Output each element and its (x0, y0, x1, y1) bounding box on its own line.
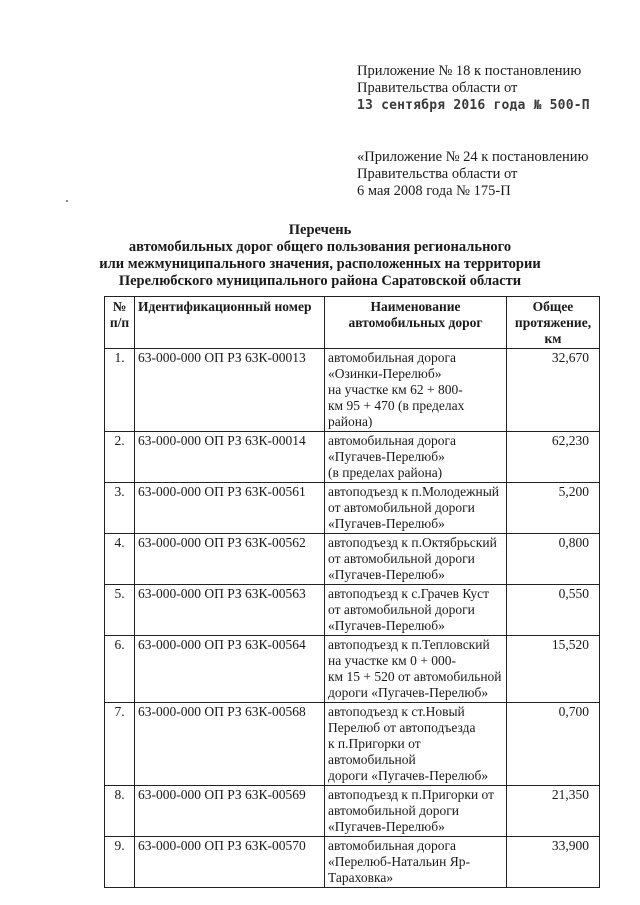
table-row (105, 703, 600, 786)
table-row (105, 483, 600, 534)
table-row (105, 349, 600, 432)
row-road-name (325, 585, 507, 636)
appendix-24-header (357, 149, 588, 200)
header-id: Идентификационный номер (135, 297, 325, 349)
row-road-name (325, 636, 507, 703)
road-name-line: на участке км 0 + 000- (328, 653, 456, 668)
roads-table (104, 296, 600, 888)
row-length: 0,550 (507, 585, 600, 636)
table-row (105, 585, 600, 636)
row-road-name (325, 703, 507, 786)
appendix-18-line1: Приложение № 18 к постановлению (357, 63, 582, 79)
table-row (105, 432, 600, 483)
table-header-row (105, 297, 600, 349)
row-road-name (325, 432, 507, 483)
row-length: 15,520 (507, 636, 600, 703)
row-road-name (325, 349, 507, 432)
road-name-line: от автомобильной дороги (328, 602, 475, 617)
appendix-24-line3: 6 мая 2008 года № 175-П (357, 183, 511, 199)
title-line4: Перелюбского муниципального района Саратовской области (118, 273, 522, 289)
road-name-line: автоподъезд к п.Тепловский (328, 637, 490, 652)
row-number: 3. (105, 483, 135, 534)
row-length: 0,800 (507, 534, 600, 585)
row-identifier: 63-000-000 ОП РЗ 63К-00014 (135, 432, 325, 483)
table-row (105, 636, 600, 703)
row-length: 62,230 (507, 432, 600, 483)
appendix-24-line2: Правительства области от (357, 166, 518, 182)
row-number: 6. (105, 636, 135, 703)
row-number: 4. (105, 534, 135, 585)
road-name-line: автомобильной дороги (328, 803, 459, 818)
row-number: 1. (105, 349, 135, 432)
road-name-line: «Пугачев-Перелюб» (328, 618, 445, 633)
road-name-line: к п.Пригорки от автомобильной (328, 736, 421, 767)
row-number: 2. (105, 432, 135, 483)
row-length: 33,900 (507, 837, 600, 888)
road-name-line: «Перелюб-Натальин Яр- (328, 854, 470, 869)
title-line2: автомобильных дорог общего пользования регионального (128, 239, 512, 255)
row-number: 9. (105, 837, 135, 888)
road-name-line: «Пугачев-Перелюб» (328, 567, 445, 582)
table-row (105, 837, 600, 888)
header-name: Наименование автомобильных дорог (325, 297, 507, 349)
road-name-line: Тараховка» (328, 870, 394, 885)
road-name-line: (в пределах района) (328, 465, 443, 480)
row-road-name (325, 837, 507, 888)
title-line1: Перечень (288, 222, 352, 238)
road-name-line: «Пугачев-Перелюб» (328, 819, 445, 834)
road-name-line: дороги «Пугачев-Перелюб» (328, 768, 489, 783)
road-name-line: автомобильная дорога (328, 433, 456, 448)
row-identifier: 63-000-000 ОП РЗ 63К-00561 (135, 483, 325, 534)
decree-date-stamp: 13 сентября 2016 года № 500-П (357, 98, 590, 113)
row-length: 5,200 (507, 483, 600, 534)
document-title (0, 222, 640, 290)
road-name-line: от автомобильной дороги (328, 500, 475, 515)
row-number: 5. (105, 585, 135, 636)
appendix-18-header (357, 63, 590, 114)
road-name-line: автоподъезд к п.Молодежный (328, 484, 500, 499)
road-name-line: автомобильная дорога (328, 350, 456, 365)
road-name-line: на участке км 62 + 800- (328, 382, 463, 397)
road-name-line: автоподъезд к с.Грачев Куст (328, 586, 490, 601)
road-name-line: дороги «Пугачев-Перелюб» (328, 685, 489, 700)
row-identifier: 63-000-000 ОП РЗ 63К-00562 (135, 534, 325, 585)
title-line3: или межмуниципального значения, расположенных на территории (99, 256, 541, 272)
row-identifier: 63-000-000 ОП РЗ 63К-00568 (135, 703, 325, 786)
header-num: № п/п (105, 297, 135, 349)
road-name-line: района) (328, 414, 373, 429)
row-road-name (325, 786, 507, 837)
scan-speck (66, 200, 68, 202)
road-name-line: «Озинки-Перелюб» (328, 366, 442, 381)
appendix-24-line1: «Приложение № 24 к постановлению (357, 149, 589, 165)
row-length: 0,700 (507, 703, 600, 786)
row-identifier: 63-000-000 ОП РЗ 63К-00569 (135, 786, 325, 837)
road-name-line: Перелюб от автоподъезда (328, 720, 476, 735)
road-name-line: км 15 + 520 от автомобильной (328, 669, 502, 684)
road-name-line: автоподъезд к ст.Новый (328, 704, 465, 719)
header-length: Общее протяжение, км (507, 297, 600, 349)
row-length: 32,670 (507, 349, 600, 432)
road-name-line: автомобильная дорога (328, 838, 456, 853)
road-name-line: автоподъезд к п.Пригорки от (328, 787, 495, 802)
table-row (105, 534, 600, 585)
row-identifier: 63-000-000 ОП РЗ 63К-00013 (135, 349, 325, 432)
road-name-line: автоподъезд к п.Октябрьский (328, 535, 497, 550)
row-length: 21,350 (507, 786, 600, 837)
row-road-name (325, 534, 507, 585)
row-identifier: 63-000-000 ОП РЗ 63К-00570 (135, 837, 325, 888)
road-name-line: «Пугачев-Перелюб» (328, 516, 445, 531)
road-name-line: «Пугачев-Перелюб» (328, 449, 445, 464)
row-identifier: 63-000-000 ОП РЗ 63К-00564 (135, 636, 325, 703)
row-number: 8. (105, 786, 135, 837)
row-road-name (325, 483, 507, 534)
row-identifier: 63-000-000 ОП РЗ 63К-00563 (135, 585, 325, 636)
road-name-line: от автомобильной дороги (328, 551, 475, 566)
row-number: 7. (105, 703, 135, 786)
appendix-18-line2: Правительства области от (357, 80, 518, 96)
table-row (105, 786, 600, 837)
road-name-line: км 95 + 470 (в пределах (328, 398, 465, 413)
